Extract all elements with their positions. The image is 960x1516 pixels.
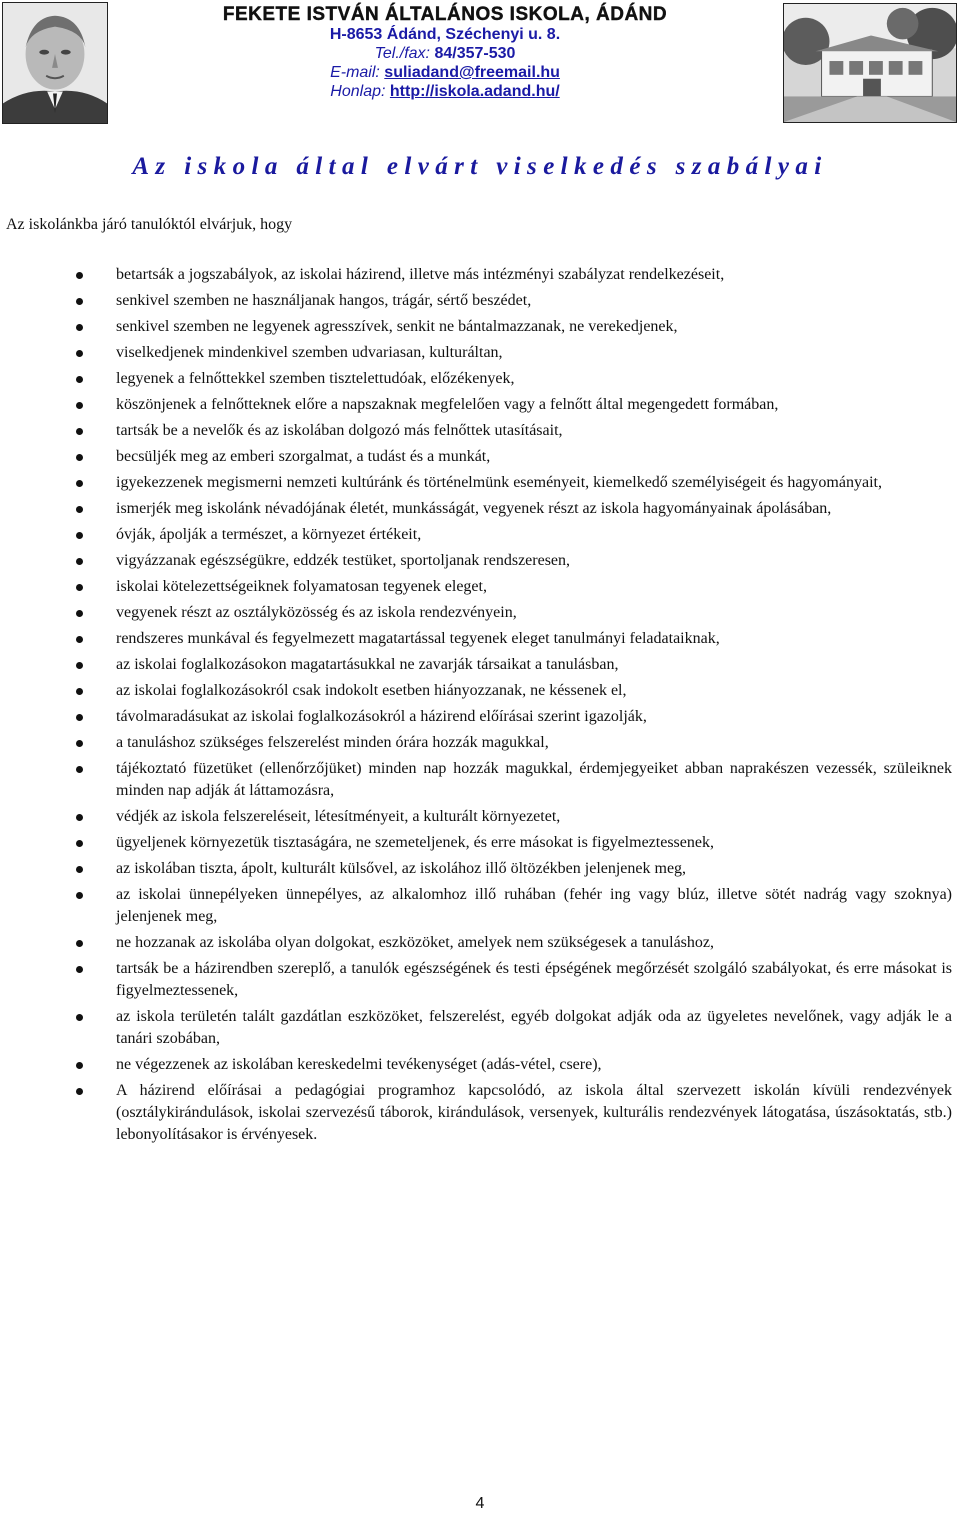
school-email <box>120 63 770 82</box>
list-item <box>0 932 960 954</box>
rule-text: ismerjék meg iskolánk névadójának életét, munkásságát, vegyenek részt az iskola hagyományainak ápolásában, <box>116 500 832 517</box>
bullet-icon <box>76 428 83 435</box>
list-item <box>0 832 960 854</box>
rule-text: betartsák a jogszabályok, az iskolai házirend, illetve más intézményi szabályzat rendelkezéseit, <box>116 266 725 283</box>
list-item <box>0 1054 960 1076</box>
phone-value: 84/357-530 <box>434 45 516 62</box>
bullet-icon <box>76 740 83 747</box>
school-phone <box>120 44 770 63</box>
list-item <box>0 524 960 546</box>
rule-text: viselkedjenek mindenkivel szemben udvariasan, kulturáltan, <box>116 344 503 361</box>
website-link[interactable]: http://iskola.adand.hu/ <box>389 83 560 100</box>
list-item <box>0 806 960 828</box>
page-number: 4 <box>475 1495 485 1512</box>
list-item <box>0 1080 960 1146</box>
school-name: FEKETE ISTVÁN ÁLTALÁNOS ISKOLA, ÁDÁND <box>222 4 668 25</box>
document-title: Az iskola által elvárt viselkedés szabályai <box>132 153 828 180</box>
list-item <box>0 342 960 364</box>
list-item <box>0 858 960 880</box>
rule-text: az iskolai foglalkozásokon magatartásukkal ne zavarják társaikat a tanulásban, <box>116 656 619 673</box>
rule-text: óvják, ápolják a természet, a környezet értékeit, <box>116 526 422 543</box>
rule-text: vigyázzanak egészségükre, eddzék testüket, sportoljanak rendszeresen, <box>116 552 571 569</box>
school-letterhead <box>120 4 770 101</box>
rule-text: az iskolai ünnepélyeken ünnepélyes, az alkalomhoz illő ruhában (fehér ing vagy blúz, illetve sötét nadrág vagy szoknya) jelenjenek meg, <box>116 886 952 925</box>
bullet-icon <box>76 688 83 695</box>
rules-list <box>0 264 960 1146</box>
rule-text: ne hozzanak az iskolába olyan dolgokat, eszközöket, amelyek nem szükségesek a tanuláshoz, <box>116 934 714 951</box>
bullet-icon <box>76 1062 83 1069</box>
bullet-icon <box>76 376 83 383</box>
rule-text: az iskolában tiszta, ápolt, kulturált külsővel, az iskolához illő öltözékben jelenjenek meg, <box>116 860 687 877</box>
bullet-icon <box>76 840 83 847</box>
bullet-icon <box>76 350 83 357</box>
bullet-icon <box>76 558 83 565</box>
rule-text: távolmaradásukat az iskolai foglalkozásokról a házirend előírásai szerint igazolják, <box>116 708 647 725</box>
bullet-icon <box>76 402 83 409</box>
list-item <box>0 732 960 754</box>
website-label: Honlap: <box>330 83 386 100</box>
list-item <box>0 706 960 728</box>
bullet-icon <box>76 324 83 331</box>
rule-text: tájékoztató füzetüket (ellenőrzőjüket) minden nap hozzák magukkal, érdemjegyeiket abban naprakészen vezessék, szüleiknek minden nap adják át láttamozásra, <box>116 760 952 799</box>
bullet-icon <box>76 298 83 305</box>
rule-text: senkivel szemben ne használjanak hangos, trágár, sértő beszédet, <box>116 292 532 309</box>
rule-text: rendszeres munkával és fegyelmezett magatartással tegyenek eleget tanulmányi feladataiknak, <box>116 630 720 647</box>
list-item <box>0 1006 960 1050</box>
list-item <box>0 420 960 442</box>
bullet-icon <box>76 272 83 279</box>
bullet-icon <box>76 866 83 873</box>
bullet-icon <box>76 636 83 643</box>
bullet-icon <box>76 610 83 617</box>
school-building-photo <box>783 3 957 123</box>
bullet-icon <box>76 584 83 591</box>
list-item <box>0 368 960 390</box>
rule-text: az iskolai foglalkozásokról csak indokolt esetben hiányozzanak, ne késsenek el, <box>116 682 627 699</box>
list-item <box>0 316 960 338</box>
list-item <box>0 264 960 286</box>
email-link[interactable]: suliadand@freemail.hu <box>384 64 560 81</box>
bullet-icon <box>76 966 83 973</box>
bullet-icon <box>76 814 83 821</box>
rule-text: a tanuláshoz szükséges felszerelést minden órára hozzák magukkal, <box>116 734 549 751</box>
bullet-icon <box>76 1014 83 1021</box>
bullet-icon <box>76 532 83 539</box>
list-item <box>0 602 960 624</box>
rule-text: legyenek a felnőttekkel szemben tisztelettudóak, előzékenyek, <box>116 370 515 387</box>
rule-text: védjék az iskola felszereléseit, létesítményeit, a kulturált környezetet, <box>116 808 561 825</box>
bullet-icon <box>76 662 83 669</box>
school-website <box>120 82 770 101</box>
rule-text: becsüljék meg az emberi szorgalmat, a tudást és a munkát, <box>116 448 491 465</box>
bullet-icon <box>76 1088 83 1095</box>
list-item <box>0 446 960 468</box>
email-label: E-mail: <box>330 64 380 81</box>
list-item <box>0 758 960 802</box>
list-item <box>0 472 960 494</box>
list-item <box>0 394 960 416</box>
bullet-icon <box>76 506 83 513</box>
school-address <box>120 25 770 44</box>
address-text: H-8653 Ádánd, Széchenyi u. 8. <box>329 26 561 43</box>
rule-text: köszönjenek a felnőtteknek előre a napszaknak megfelelően vagy a felnőtt által megengedett formában, <box>116 396 779 413</box>
rule-text: ügyeljenek környezetük tisztaságára, ne szemeteljenek, és erre másokat is figyelmeztessenek, <box>116 834 714 851</box>
bullet-icon <box>76 940 83 947</box>
list-item <box>0 576 960 598</box>
rule-text: igyekezzenek megismerni nemzeti kultúránk és történelmünk eseményeit, kiemelkedő személyiségeit és hagyományait, <box>116 474 882 491</box>
namesake-portrait-photo <box>2 2 108 124</box>
list-item <box>0 654 960 676</box>
rule-text: A házirend előírásai a pedagógiai programhoz kapcsolódó, az iskola által szervezett iskolán kívüli rendezvények (osztálykirándulások, iskolai szervezésű táborok, kirándulások, versenyek, kulturális rendezvények látogatása, úszásoktatás, stb.) lebonyolításakor is érvényesek. <box>116 1082 952 1143</box>
list-item <box>0 628 960 650</box>
list-item <box>0 290 960 312</box>
list-item <box>0 680 960 702</box>
list-item <box>0 958 960 1002</box>
bullet-icon <box>76 714 83 721</box>
rule-text: senkivel szemben ne legyenek agresszívek, senkit ne bántalmazzanak, ne verekedjenek, <box>116 318 678 335</box>
list-item <box>0 550 960 572</box>
rule-text: vegyenek részt az osztályközösség és az iskola rendezvényein, <box>116 604 517 621</box>
bullet-icon <box>76 766 83 773</box>
intro-text: Az iskolánkba járó tanulóktól elvárjuk, hogy <box>6 216 293 233</box>
list-item <box>0 884 960 928</box>
bullet-icon <box>76 480 83 487</box>
rule-text: iskolai kötelezettségeiknek folyamatosan tegyenek eleget, <box>116 578 487 595</box>
rule-text: tartsák be a nevelők és az iskolában dolgozó más felnőttek utasításait, <box>116 422 563 439</box>
rule-text: ne végezzenek az iskolában kereskedelmi tevékenységet (adás-vétel, csere), <box>116 1056 602 1073</box>
bullet-icon <box>76 892 83 899</box>
rule-text: az iskola területén talált gazdátlan eszközöket, felszerelést, egyéb dolgokat adják oda az ügyeletes nevelőnek, vagy adják le a tanári szobában, <box>116 1008 952 1047</box>
bullet-icon <box>76 454 83 461</box>
list-item <box>0 498 960 520</box>
phone-label: Tel./fax: <box>374 45 430 62</box>
rule-text: tartsák be a házirendben szereplő, a tanulók egészségének és testi épségének megőrzését szolgáló szabályokat, és erre másokat is figyelmeztessenek, <box>116 960 952 999</box>
